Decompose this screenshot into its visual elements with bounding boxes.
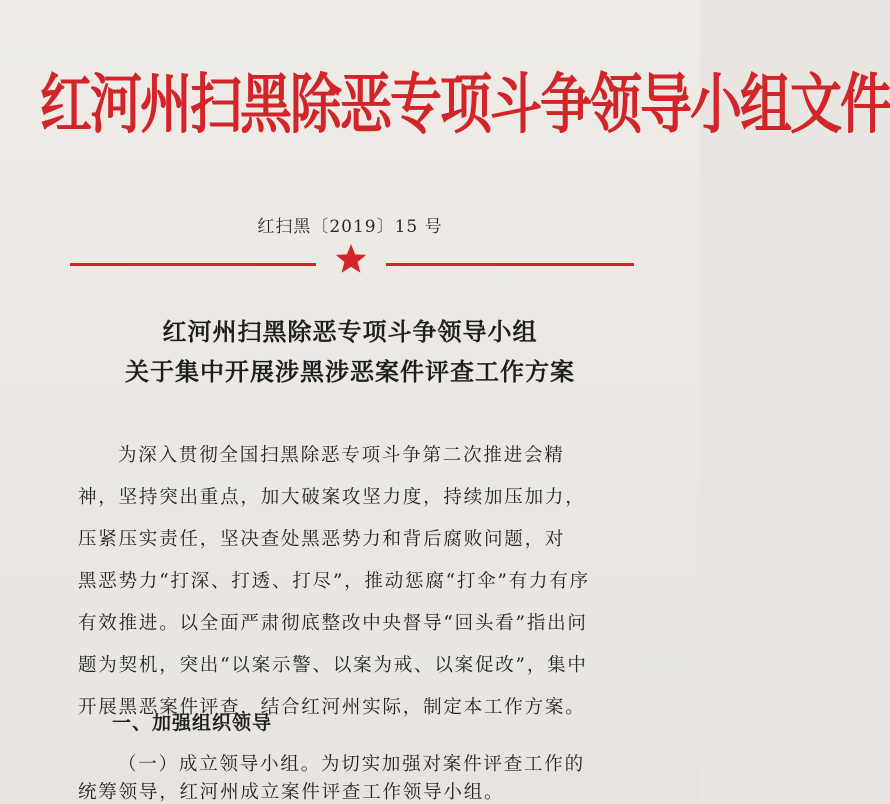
red-divider-right	[386, 263, 634, 266]
subsection-line: （一）成立领导小组。为切实加强对案件评查工作的	[118, 754, 585, 775]
star-icon	[334, 242, 368, 276]
star-shape	[336, 244, 366, 273]
body-paragraph-line: 神，坚持突出重点，加大破案攻坚力度，持续加压加力，	[78, 487, 586, 508]
subsection-line: 统筹领导，红河州成立案件评查工作领导小组。	[78, 782, 505, 803]
body-paragraph-line: 开展黑恶案件评查，结合红河州实际，制定本工作方案。	[78, 697, 586, 718]
document-title-line-2: 关于集中开展涉黑涉恶案件评查工作方案	[125, 357, 575, 386]
body-paragraph-line: 压紧压实责任，坚决查处黑恶势力和背后腐败问题，对	[78, 529, 566, 550]
body-paragraph-line: 有效推进。以全面严肃彻底整改中央督导“回头看”指出问	[78, 613, 588, 634]
red-divider-left	[70, 263, 316, 266]
body-paragraph-line: 题为契机，突出“以案示警、以案为戒、以案促改”，集中	[78, 655, 588, 676]
section-heading: 一、加强组织领导	[112, 712, 273, 734]
document-number: 红扫黑〔2019〕15 号	[257, 217, 443, 237]
document-masthead: 红河州扫黑除恶专项斗争领导小组文件	[40, 67, 890, 143]
body-paragraph-line: 黑恶势力“打深、打透、打尽”，推动惩腐“打伞”有力有序	[78, 571, 590, 592]
document-title-line-1: 红河州扫黑除恶专项斗争领导小组	[162, 317, 538, 346]
body-paragraph-line: 为深入贯彻全国扫黑除恶专项斗争第二次推进会精	[118, 445, 565, 466]
